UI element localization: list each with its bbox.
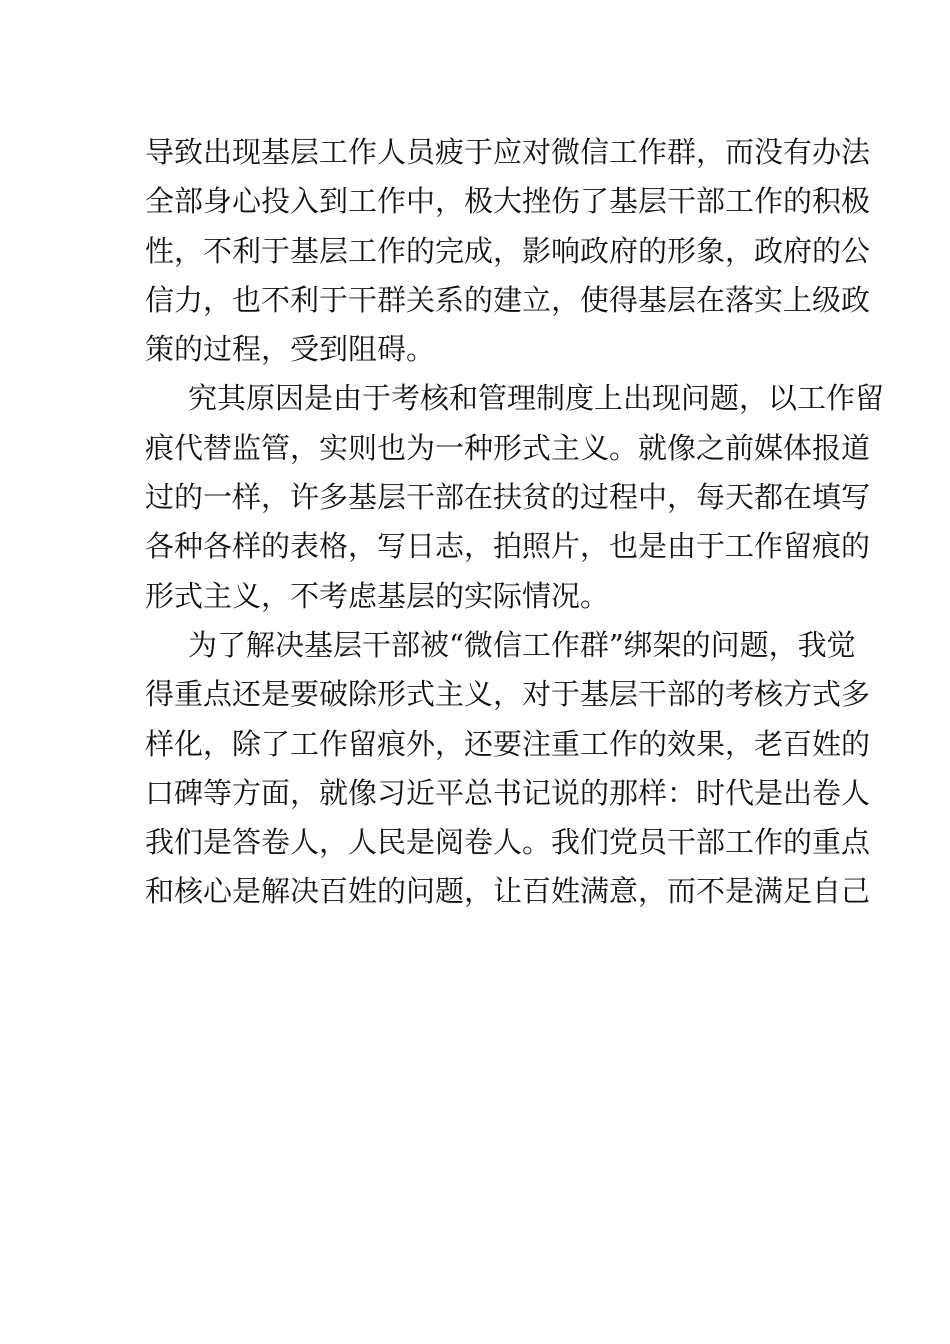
text-line: 和核心是解决百姓的问题，让百姓满意，而不是满足自己 [145,874,871,909]
text-line: 形式主义，不考虑基层的实际情况。 [145,578,610,613]
text-line: 过的一样，许多基层干部在扶贫的过程中，每天都在填写 [145,480,871,515]
paragraph-1 [145,128,871,374]
body-text [145,128,885,917]
text-line: 得重点还是要破除形式主义，对于基层干部的考核方式多 [145,677,871,712]
text-line: 性，不利于基层工作的完成，影响政府的形象，政府的公 [145,233,871,268]
text-line: 口碑等方面，就像习近平总书记说的那样：时代是出卷人 [145,775,871,810]
text-line: 究其原因是由于考核和管理制度上出现问题，以工作留 [188,381,885,416]
text-line: 各种各样的表格，写日志，拍照片，也是由于工作留痕的 [145,529,871,564]
text-line: 导致出现基层工作人员疲于应对微信工作群，而没有办法 [145,135,871,169]
text-line: 为了解决基层干部被“微信工作群”绑架的问题，我觉 [188,627,856,662]
text-line: 全部身心投入到工作中，极大挫伤了基层干部工作的积极 [145,184,871,219]
text-line: 我们是答卷人，人民是阅卷人。我们党员干部工作的重点 [145,825,871,860]
text-line: 信力，也不利于干群关系的建立，使得基层在落实上级政 [145,282,871,317]
text-line: 样化，除了工作留痕外，还要注重工作的效果，老百姓的 [145,726,871,761]
paragraph-3 [145,621,871,917]
text-line: 策的过程，受到阻碍。 [145,332,436,367]
text-line: 痕代替监管，实则也为一种形式主义。就像之前媒体报道 [145,430,871,465]
paragraph-2 [145,374,885,620]
